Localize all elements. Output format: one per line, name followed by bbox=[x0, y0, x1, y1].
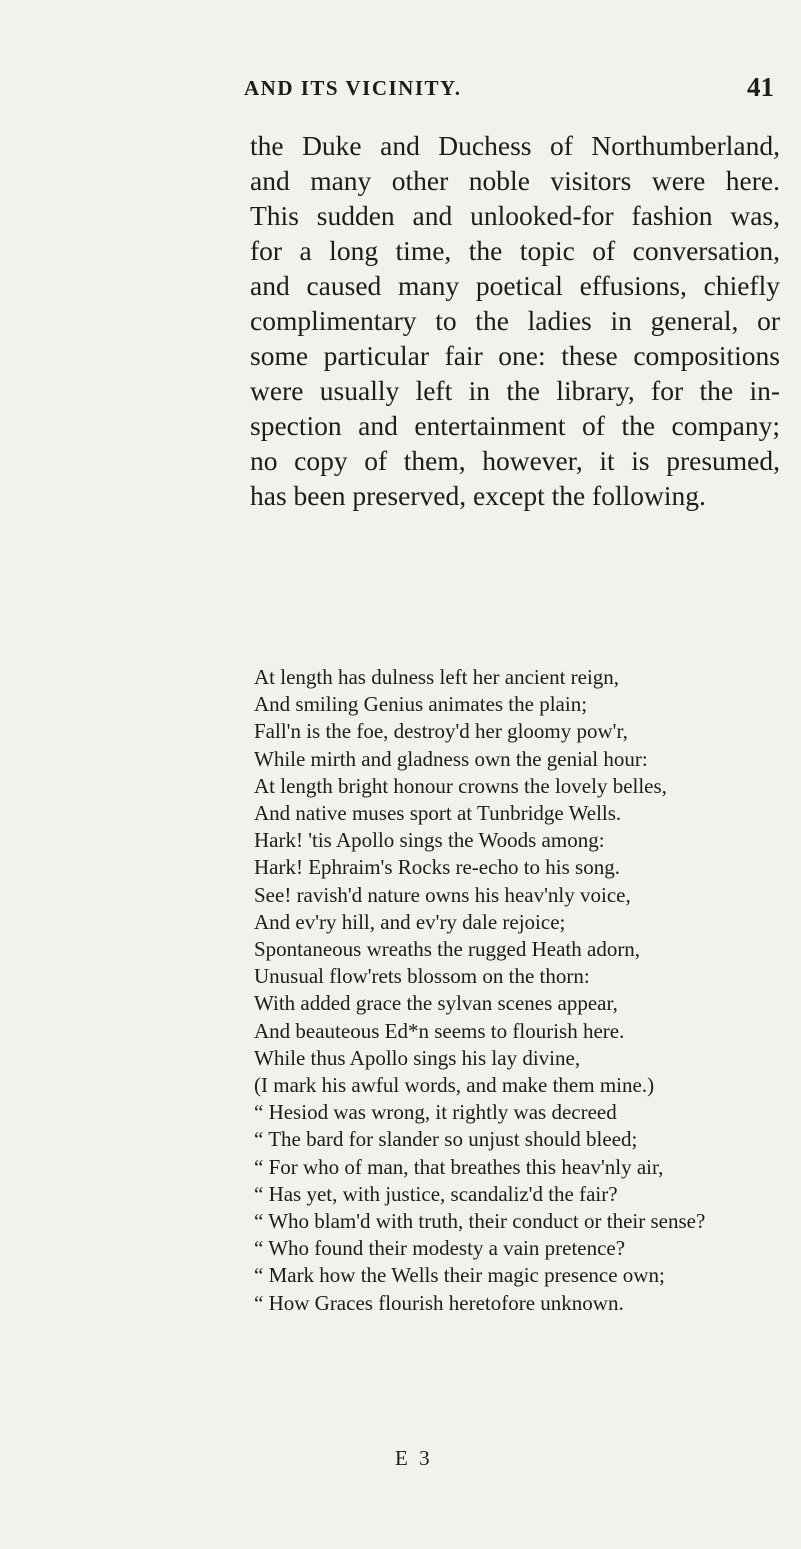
poem-line: Spontaneous wreaths the rugged Heath adorn, bbox=[254, 937, 641, 962]
poem-line: “ For who of man, that breathes this heav'nly air, bbox=[254, 1154, 664, 1179]
prose-line: and many other noble visitors were here. bbox=[250, 165, 780, 196]
poem-line: While thus Apollo sings his lay divine, bbox=[254, 1045, 581, 1070]
poem-line: “ Who blam'd with truth, their conduct or their sense? bbox=[254, 1209, 706, 1234]
prose-line: has been preserved, except the following. bbox=[250, 480, 706, 511]
prose-line: were usually left in the library, for the in- bbox=[250, 375, 780, 406]
prose-line: spection and entertainment of the company; bbox=[250, 410, 780, 441]
poem-line: With added grace the sylvan scenes appear, bbox=[254, 991, 618, 1016]
poem-line: “ Mark how the Wells their magic presence own; bbox=[254, 1263, 665, 1288]
poem-line: While mirth and gladness own the genial hour: bbox=[254, 746, 648, 771]
signature-mark: E 3 bbox=[395, 1446, 433, 1470]
poem-line: And ev'ry hill, and ev'ry dale rejoice; bbox=[254, 909, 566, 934]
poem bbox=[254, 664, 784, 1317]
prose-line: some particular fair one: these compositions bbox=[250, 340, 780, 371]
running-head bbox=[244, 70, 774, 110]
poem-line: At length has dulness left her ancient reign, bbox=[254, 665, 620, 689]
prose-line: the Duke and Duchess of Northumberland, bbox=[250, 130, 780, 161]
running-title: AND ITS VICINITY. bbox=[244, 76, 462, 100]
poem-line: “ Has yet, with justice, scandaliz'd the fair? bbox=[254, 1181, 618, 1206]
poem-line: “ The bard for slander so unjust should bleed; bbox=[254, 1127, 638, 1152]
poem-line: Hark! Ephraim's Rocks re-echo to his song. bbox=[254, 855, 620, 880]
poem-line: Unusual flow'rets blossom on the thorn: bbox=[254, 964, 590, 989]
prose-line: no copy of them, however, it is presumed, bbox=[250, 445, 780, 476]
poem-line: And native muses sport at Tunbridge Wells. bbox=[254, 801, 622, 826]
poem-line: And beauteous Ed*n seems to flourish here. bbox=[254, 1018, 625, 1043]
prose-line: and caused many poetical effusions, chiefly bbox=[250, 270, 780, 301]
poem-line: “ Hesiod was wrong, it rightly was decreed bbox=[254, 1100, 617, 1125]
poem-line: (I mark his awful words, and make them mine.) bbox=[254, 1073, 655, 1098]
prose-line: complimentary to the ladies in general, or bbox=[250, 305, 780, 336]
poem-line: Fall'n is the foe, destroy'd her gloomy pow'r, bbox=[254, 719, 628, 744]
poem-line: “ How Graces flourish heretofore unknown. bbox=[254, 1290, 624, 1315]
poem-line: See! ravish'd nature owns his heav'nly voice, bbox=[254, 882, 631, 907]
prose-line: for a long time, the topic of conversation, bbox=[250, 235, 780, 266]
poem-line: At length bright honour crowns the lovely belles, bbox=[254, 773, 667, 798]
poem-line: Hark! 'tis Apollo sings the Woods among: bbox=[254, 828, 605, 853]
poem-line: “ Who found their modesty a vain pretence? bbox=[254, 1236, 626, 1261]
prose-paragraph bbox=[250, 128, 780, 513]
prose-line: This sudden and unlooked-for fashion was, bbox=[250, 200, 780, 231]
page-number: 41 bbox=[747, 72, 774, 102]
poem-line: And smiling Genius animates the plain; bbox=[254, 692, 588, 717]
